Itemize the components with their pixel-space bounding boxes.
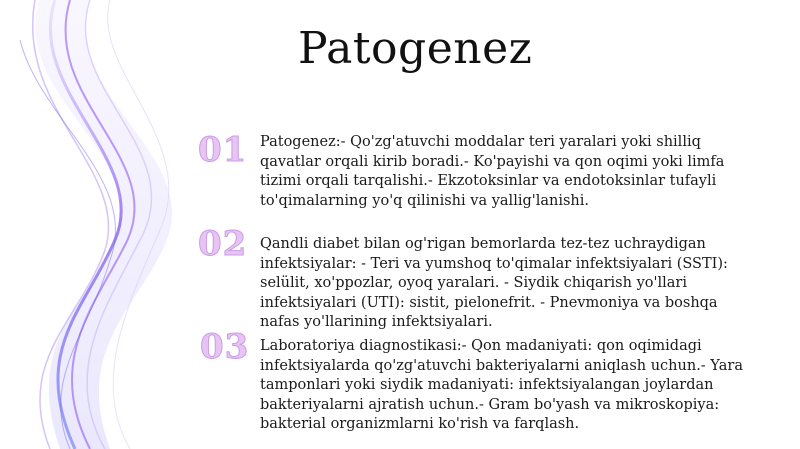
item-number-02: 02 — [198, 224, 248, 264]
item-text-03: Laboratoriya diagnostikasi:- Qon madaniyati: qon oqimidagi infektsiyalarda qo'zg'atuvchi bakteriyalarni aniqlash uchun.- Yara tamponlari yoki siydik madaniyati: infektsiyalangan joylardan bakteriyalarni ajratish uchun.- Gram bo'yash va mikroskopiya: bakterial organizmlarni ko'rish va farqlash. — [260, 338, 743, 432]
item-number-03: 03 — [200, 327, 250, 367]
item-number-01: 01 — [198, 130, 248, 170]
slide-title: Patogenez — [298, 23, 533, 74]
item-text-02: Qandli diabet bilan og'rigan bemorlarda tez-tez uchraydigan infektsiyalar: - Teri va yumshoq to'qimalar infektsiyalari (SSTI): selülit, xo'ppozlar, oyoq yaralari. - Siydik chiqarish yo'llari infektsiyalari (UTI): sistit, pielonefrit. - Pnevmoniya va boshqa nafas yo'llarining infektsiyalari. — [260, 236, 728, 330]
item-text-01: Patogenez:- Qo'zg'atuvchi moddalar teri yaralari yoki shilliq qavatlar orqali kirib boradi.- Ko'payishi va qon oqimi yoki limfa tizimi orqali tarqalishi.- Ekzotoksinlar va endotoksinlar tufayli to'qimalarning yo'q qilinishi va yallig'lanishi. — [260, 134, 725, 209]
